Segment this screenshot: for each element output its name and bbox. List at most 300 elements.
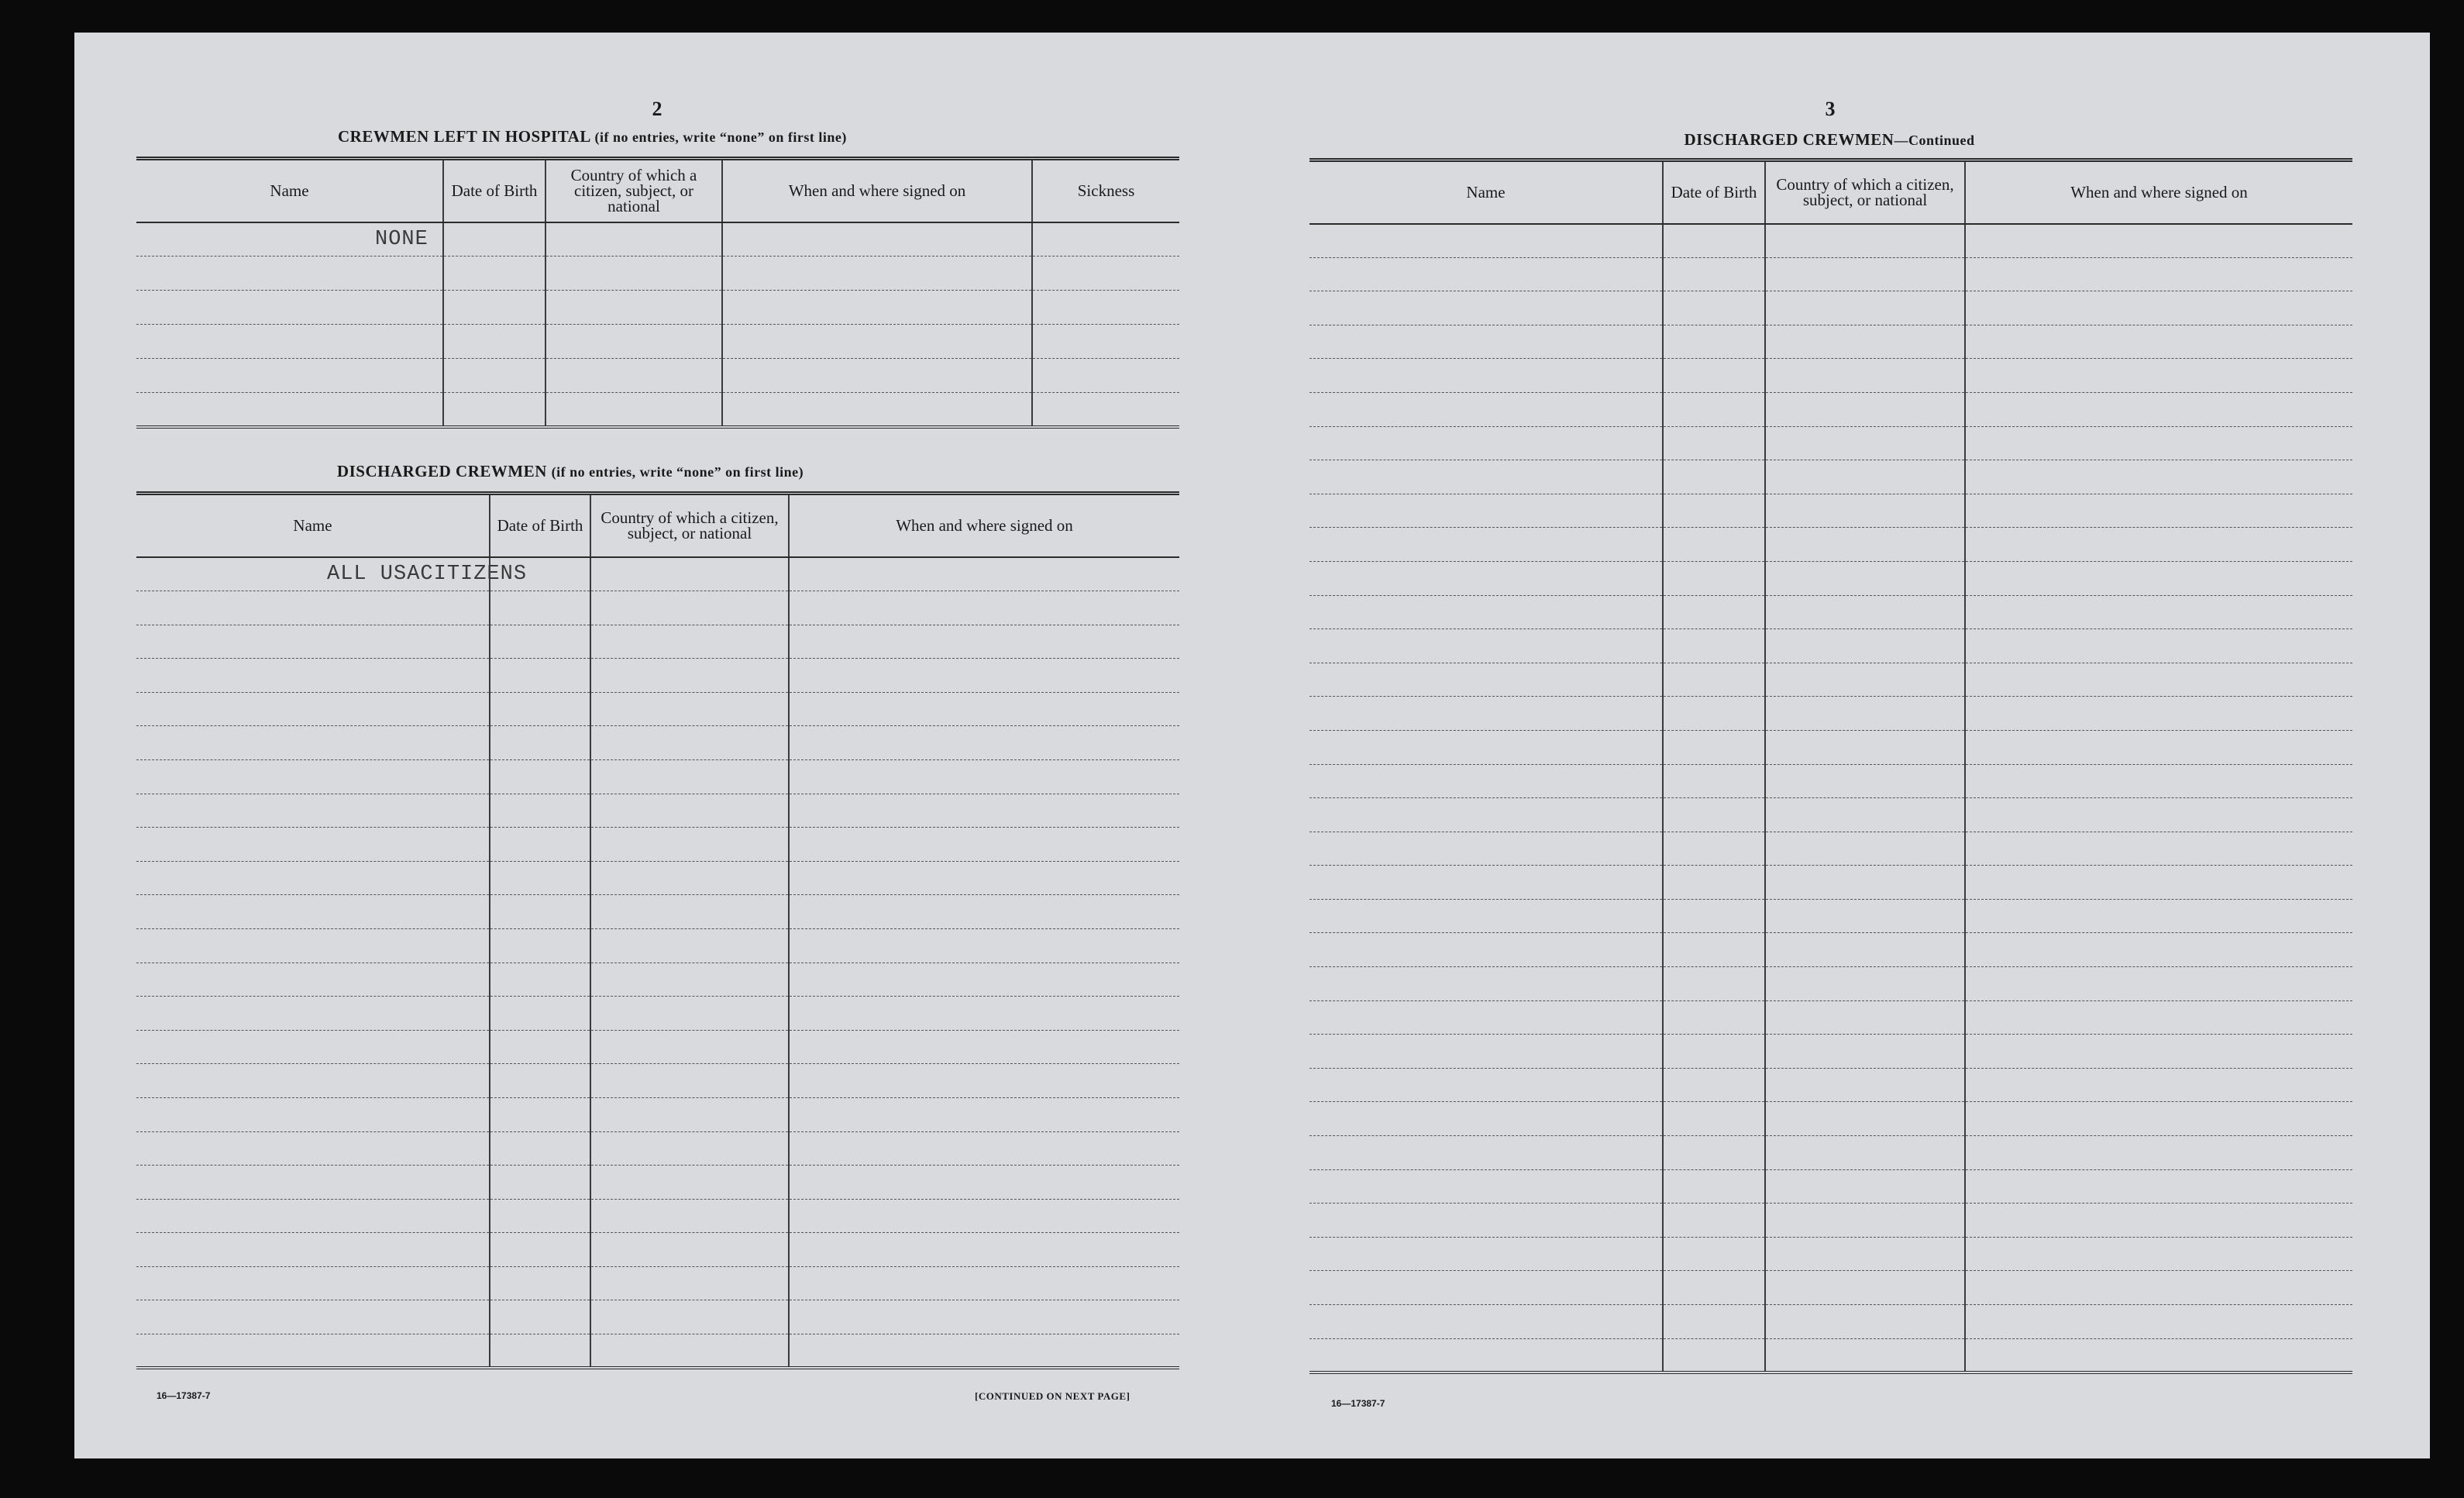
discharged-cell bbox=[490, 963, 590, 997]
discharged-row bbox=[136, 895, 1179, 929]
discharged-row bbox=[136, 1199, 1179, 1233]
discharged-cell bbox=[789, 1334, 1179, 1369]
continued-cell bbox=[1663, 798, 1765, 832]
continued-cell bbox=[1309, 257, 1663, 291]
hospital-instruction: (if no entries, write “none” on first line) bbox=[594, 129, 847, 145]
continued-row bbox=[1309, 392, 2352, 426]
discharged-section-title bbox=[322, 462, 818, 481]
discharged-col-name: Name bbox=[136, 494, 490, 557]
continued-cell bbox=[1663, 1271, 1765, 1305]
discharged-cell bbox=[136, 659, 490, 693]
continued-cell bbox=[1663, 1338, 1765, 1372]
discharged-cell bbox=[136, 591, 490, 625]
left-page-number: 2 bbox=[652, 98, 662, 120]
continued-row bbox=[1309, 359, 2352, 393]
continued-row bbox=[1309, 494, 2352, 528]
continued-cell bbox=[1765, 494, 1965, 528]
continued-cell bbox=[1663, 426, 1765, 460]
continued-row bbox=[1309, 595, 2352, 629]
discharged-row bbox=[136, 1233, 1179, 1267]
discharged-cell bbox=[789, 1266, 1179, 1300]
hospital-entry-none: NONE bbox=[375, 227, 428, 251]
discharged-row bbox=[136, 1166, 1179, 1200]
continued-cell bbox=[1663, 866, 1765, 900]
discharged-col-dob: Date of Birth bbox=[490, 494, 590, 557]
continued-cell bbox=[1309, 663, 1663, 697]
continued-row bbox=[1309, 257, 2352, 291]
continued-suffix: —Continued bbox=[1894, 133, 1975, 148]
discharged-cell bbox=[136, 1166, 490, 1200]
discharged-cell bbox=[590, 1131, 789, 1166]
continued-cell bbox=[1309, 697, 1663, 731]
discharged-cell bbox=[789, 1131, 1179, 1166]
continued-cell bbox=[1765, 866, 1965, 900]
continued-cell bbox=[1765, 1204, 1965, 1238]
continued-cell bbox=[1309, 1271, 1663, 1305]
continued-cell bbox=[1965, 866, 2352, 900]
continued-cell bbox=[1663, 595, 1765, 629]
continued-cell bbox=[1309, 325, 1663, 359]
continued-row bbox=[1309, 426, 2352, 460]
hospital-cell bbox=[443, 222, 545, 257]
continued-cell bbox=[1309, 1338, 1663, 1372]
continued-cell bbox=[1309, 561, 1663, 595]
hospital-col-country: Country of which a citizen, subject, or national bbox=[545, 159, 722, 222]
discharged-cell bbox=[136, 963, 490, 997]
discharged-row bbox=[136, 759, 1179, 794]
discharged-cell bbox=[136, 625, 490, 659]
continued-row bbox=[1309, 629, 2352, 663]
continued-cell bbox=[1765, 1338, 1965, 1372]
continued-cell bbox=[1663, 257, 1765, 291]
continued-cell bbox=[1309, 967, 1663, 1001]
continued-cell bbox=[1309, 224, 1663, 258]
discharged-row bbox=[136, 997, 1179, 1031]
continued-cell bbox=[1663, 1169, 1765, 1204]
continued-cell bbox=[1309, 528, 1663, 562]
discharged-cell bbox=[789, 1064, 1179, 1098]
continued-cell bbox=[1965, 1102, 2352, 1136]
continued-cell bbox=[1663, 392, 1765, 426]
discharged-cell bbox=[590, 794, 789, 828]
discharged-cell bbox=[590, 1334, 789, 1369]
hospital-col-name: Name bbox=[136, 159, 443, 222]
continued-cell bbox=[1765, 899, 1965, 933]
discharged-row bbox=[136, 1064, 1179, 1098]
discharged-cell bbox=[789, 1030, 1179, 1064]
continued-row bbox=[1309, 291, 2352, 325]
discharged-cell bbox=[490, 1030, 590, 1064]
discharged-cell bbox=[590, 759, 789, 794]
continued-cell bbox=[1663, 359, 1765, 393]
discharged-cell bbox=[490, 1166, 590, 1200]
continued-cell bbox=[1663, 224, 1765, 258]
continued-cell bbox=[1765, 561, 1965, 595]
discharged-row bbox=[136, 794, 1179, 828]
continued-cell bbox=[1765, 730, 1965, 764]
continued-cell bbox=[1965, 730, 2352, 764]
discharged-cell bbox=[789, 1199, 1179, 1233]
discharged-cell bbox=[590, 1064, 789, 1098]
discharged-cell bbox=[136, 759, 490, 794]
discharged-row bbox=[136, 1334, 1179, 1369]
continued-cell bbox=[1965, 1035, 2352, 1069]
hospital-cell bbox=[136, 222, 443, 257]
hospital-cell bbox=[722, 222, 1032, 257]
continued-cell bbox=[1765, 1136, 1965, 1170]
discharged-row bbox=[136, 963, 1179, 997]
discharged-cell bbox=[136, 1131, 490, 1166]
continued-cell bbox=[1765, 1102, 1965, 1136]
hospital-cell bbox=[1032, 222, 1179, 257]
discharged-cell bbox=[590, 1199, 789, 1233]
discharged-cell bbox=[789, 1233, 1179, 1267]
continued-cell bbox=[1765, 1237, 1965, 1271]
discharged-cell bbox=[490, 625, 590, 659]
discharged-row bbox=[136, 1300, 1179, 1334]
continued-row bbox=[1309, 697, 2352, 731]
discharged-row bbox=[136, 557, 1179, 591]
discharged-cell bbox=[789, 659, 1179, 693]
hospital-row bbox=[136, 393, 1179, 427]
discharged-cell bbox=[490, 828, 590, 862]
continued-cell bbox=[1965, 257, 2352, 291]
continued-cell bbox=[1663, 1035, 1765, 1069]
continued-cell bbox=[1663, 697, 1765, 731]
continued-cell bbox=[1965, 426, 2352, 460]
discharged-cell bbox=[590, 1266, 789, 1300]
discharged-cell bbox=[789, 1300, 1179, 1334]
continued-cell bbox=[1309, 392, 1663, 426]
continued-cell bbox=[1965, 291, 2352, 325]
discharged-row bbox=[136, 1266, 1179, 1300]
continued-cell bbox=[1765, 291, 1965, 325]
discharged-row bbox=[136, 659, 1179, 693]
discharged-cell bbox=[590, 591, 789, 625]
continued-cell bbox=[1663, 1000, 1765, 1035]
hospital-table bbox=[136, 157, 1179, 429]
discharged-cell bbox=[490, 1199, 590, 1233]
discharged-cell bbox=[490, 659, 590, 693]
discharged-cell bbox=[789, 625, 1179, 659]
continued-cell bbox=[1309, 899, 1663, 933]
continued-cell bbox=[1309, 730, 1663, 764]
continued-cell bbox=[1309, 866, 1663, 900]
continued-row bbox=[1309, 1136, 2352, 1170]
discharged-cell bbox=[490, 861, 590, 895]
continued-row bbox=[1309, 967, 2352, 1001]
hospital-row bbox=[136, 359, 1179, 393]
continued-cell bbox=[1765, 460, 1965, 494]
discharged-cell bbox=[789, 997, 1179, 1031]
discharged-cell bbox=[590, 1300, 789, 1334]
continued-cell bbox=[1663, 629, 1765, 663]
discharged-cell bbox=[789, 726, 1179, 760]
discharged-cell bbox=[490, 1064, 590, 1098]
continued-cell bbox=[1765, 528, 1965, 562]
continued-cell bbox=[1765, 426, 1965, 460]
discharged-row bbox=[136, 828, 1179, 862]
continued-cell bbox=[1309, 291, 1663, 325]
continued-cell bbox=[1965, 967, 2352, 1001]
hospital-row bbox=[136, 291, 1179, 325]
hospital-row bbox=[136, 222, 1179, 257]
discharged-cell bbox=[789, 963, 1179, 997]
continued-row bbox=[1309, 1305, 2352, 1339]
discharged-cell bbox=[590, 1166, 789, 1200]
continued-cell bbox=[1309, 764, 1663, 798]
discharged-cell bbox=[590, 928, 789, 963]
continued-cell bbox=[1965, 1204, 2352, 1238]
left-form-number: 16—17387-7 bbox=[157, 1390, 211, 1401]
hospital-section-title bbox=[338, 127, 847, 146]
discharged-col-signed: When and where signed on bbox=[789, 494, 1179, 557]
continued-row bbox=[1309, 899, 2352, 933]
discharged-cell bbox=[490, 928, 590, 963]
continued-row bbox=[1309, 663, 2352, 697]
continued-cell bbox=[1765, 798, 1965, 832]
discharged-cell bbox=[789, 928, 1179, 963]
discharged-cell bbox=[136, 1064, 490, 1098]
discharged-row bbox=[136, 591, 1179, 625]
discharged-cell bbox=[490, 997, 590, 1031]
discharged-cell bbox=[590, 963, 789, 997]
continued-cell bbox=[1765, 257, 1965, 291]
discharged-cell bbox=[136, 692, 490, 726]
discharged-entry-all-citizens: ALL USACITIZENS bbox=[327, 562, 528, 586]
continued-col-dob: Date of Birth bbox=[1663, 160, 1765, 224]
continued-row bbox=[1309, 325, 2352, 359]
hospital-cell bbox=[545, 222, 722, 257]
discharged-cell bbox=[490, 1300, 590, 1334]
continued-note: [CONTINUED ON NEXT PAGE] bbox=[975, 1390, 1130, 1402]
discharged-cell bbox=[136, 1097, 490, 1131]
continued-row bbox=[1309, 561, 2352, 595]
hospital-col-dob: Date of Birth bbox=[443, 159, 545, 222]
continued-cell bbox=[1765, 595, 1965, 629]
continued-cell bbox=[1663, 291, 1765, 325]
continued-cell bbox=[1663, 1305, 1765, 1339]
continued-cell bbox=[1965, 392, 2352, 426]
continued-cell bbox=[1663, 528, 1765, 562]
discharged-row bbox=[136, 928, 1179, 963]
discharged-cell bbox=[590, 1233, 789, 1267]
continued-cell bbox=[1965, 697, 2352, 731]
discharged-row bbox=[136, 1131, 1179, 1166]
hospital-col-signed: When and where signed on bbox=[722, 159, 1032, 222]
discharged-row bbox=[136, 692, 1179, 726]
continued-cell bbox=[1663, 1068, 1765, 1102]
continued-cell bbox=[1309, 359, 1663, 393]
continued-cell bbox=[1663, 494, 1765, 528]
continued-cell bbox=[1309, 1068, 1663, 1102]
discharged-cell bbox=[136, 1233, 490, 1267]
continued-cell bbox=[1765, 629, 1965, 663]
discharged-cell bbox=[136, 861, 490, 895]
continued-row bbox=[1309, 224, 2352, 258]
discharged-cell bbox=[590, 997, 789, 1031]
continued-cell bbox=[1965, 764, 2352, 798]
continued-row bbox=[1309, 832, 2352, 866]
discharged-cell bbox=[136, 1030, 490, 1064]
continued-cell bbox=[1965, 1136, 2352, 1170]
hospital-row bbox=[136, 325, 1179, 359]
continued-col-country: Country of which a citizen, subject, or national bbox=[1765, 160, 1965, 224]
continued-cell bbox=[1309, 1204, 1663, 1238]
discharged-cell bbox=[136, 557, 528, 591]
continued-cell bbox=[1765, 224, 1965, 258]
discharged-cell bbox=[136, 1300, 490, 1334]
continued-cell bbox=[1309, 832, 1663, 866]
continued-cell bbox=[1965, 359, 2352, 393]
continued-col-name: Name bbox=[1309, 160, 1663, 224]
continued-cell bbox=[1765, 359, 1965, 393]
continued-cell bbox=[1663, 1102, 1765, 1136]
document-sheet bbox=[74, 33, 2430, 1458]
continued-cell bbox=[1765, 1169, 1965, 1204]
discharged-cell bbox=[590, 625, 789, 659]
discharged-cell bbox=[490, 726, 590, 760]
continued-cell bbox=[1965, 595, 2352, 629]
continued-cell bbox=[1965, 933, 2352, 967]
continued-row bbox=[1309, 1237, 2352, 1271]
continued-cell bbox=[1965, 1068, 2352, 1102]
discharged-cell bbox=[136, 895, 490, 929]
discharged-cell bbox=[490, 895, 590, 929]
continued-cell bbox=[1309, 1237, 1663, 1271]
continued-row bbox=[1309, 730, 2352, 764]
discharged-col-country: Country of which a citizen, subject, or national bbox=[590, 494, 789, 557]
continued-cell bbox=[1309, 1000, 1663, 1035]
continued-cell bbox=[1309, 1305, 1663, 1339]
discharged-cell bbox=[490, 1233, 590, 1267]
discharged-cell bbox=[789, 692, 1179, 726]
continued-row bbox=[1309, 933, 2352, 967]
continued-cell bbox=[1765, 1068, 1965, 1102]
hospital-row bbox=[136, 257, 1179, 291]
discharged-cell bbox=[490, 1131, 590, 1166]
discharged-cell bbox=[789, 794, 1179, 828]
continued-cell bbox=[1663, 460, 1765, 494]
discharged-cell bbox=[789, 591, 1179, 625]
discharged-cell bbox=[136, 997, 490, 1031]
continued-cell bbox=[1663, 663, 1765, 697]
discharged-cell bbox=[136, 794, 490, 828]
continued-row bbox=[1309, 1035, 2352, 1069]
continued-cell bbox=[1309, 798, 1663, 832]
hospital-col-sickness: Sickness bbox=[1032, 159, 1179, 222]
continued-cell bbox=[1765, 832, 1965, 866]
continued-cell bbox=[1765, 697, 1965, 731]
continued-cell bbox=[1663, 1204, 1765, 1238]
continued-cell bbox=[1965, 1338, 2352, 1372]
discharged-cell bbox=[590, 659, 789, 693]
discharged-table bbox=[136, 491, 1179, 1369]
right-form-number: 16—17387-7 bbox=[1331, 1398, 1385, 1409]
discharged-cell bbox=[136, 1199, 490, 1233]
continued-cell bbox=[1663, 933, 1765, 967]
continued-row bbox=[1309, 866, 2352, 900]
continued-cell bbox=[1309, 494, 1663, 528]
continued-col-signed: When and where signed on bbox=[1965, 160, 2352, 224]
discharged-cell bbox=[136, 828, 490, 862]
discharged-cell bbox=[789, 828, 1179, 862]
continued-cell bbox=[1965, 224, 2352, 258]
continued-cell bbox=[1309, 426, 1663, 460]
continued-cell bbox=[1965, 1169, 2352, 1204]
continued-cell bbox=[1965, 798, 2352, 832]
right-page-number: 3 bbox=[1825, 98, 1836, 120]
continued-row bbox=[1309, 764, 2352, 798]
continued-cell bbox=[1663, 764, 1765, 798]
continued-cell bbox=[1309, 933, 1663, 967]
continued-cell bbox=[1765, 1305, 1965, 1339]
discharged-cell bbox=[490, 759, 590, 794]
continued-cell bbox=[1765, 967, 1965, 1001]
discharged-cell bbox=[590, 692, 789, 726]
discharged-cell bbox=[490, 794, 590, 828]
continued-cell bbox=[1309, 1102, 1663, 1136]
discharged-cell bbox=[136, 726, 490, 760]
continued-row bbox=[1309, 1169, 2352, 1204]
continued-cell bbox=[1663, 899, 1765, 933]
discharged-cell bbox=[590, 861, 789, 895]
continued-cell bbox=[1309, 1169, 1663, 1204]
discharged-continued-title-text: DISCHARGED CREWMEN bbox=[1684, 130, 1894, 149]
continued-cell bbox=[1765, 764, 1965, 798]
discharged-cell bbox=[136, 1266, 490, 1300]
discharged-cell bbox=[789, 1097, 1179, 1131]
continued-cell bbox=[1309, 1136, 1663, 1170]
continued-cell bbox=[1965, 832, 2352, 866]
continued-cell bbox=[1663, 832, 1765, 866]
discharged-row bbox=[136, 1097, 1179, 1131]
continued-cell bbox=[1765, 1035, 1965, 1069]
continued-cell bbox=[1765, 933, 1965, 967]
continued-row bbox=[1309, 1204, 2352, 1238]
continued-row bbox=[1309, 1102, 2352, 1136]
continued-row bbox=[1309, 1338, 2352, 1372]
discharged-cell bbox=[590, 1030, 789, 1064]
discharged-cell bbox=[490, 1097, 590, 1131]
continued-row bbox=[1309, 460, 2352, 494]
discharged-cell bbox=[789, 861, 1179, 895]
continued-cell bbox=[1965, 528, 2352, 562]
discharged-instruction: (if no entries, write “none” on first line) bbox=[551, 464, 804, 480]
continued-cell bbox=[1663, 730, 1765, 764]
discharged-cell bbox=[789, 759, 1179, 794]
discharged-row bbox=[136, 861, 1179, 895]
discharged-continued-title bbox=[1640, 130, 2019, 150]
discharged-cell bbox=[590, 828, 789, 862]
discharged-cell bbox=[136, 928, 490, 963]
hospital-title-text: CREWMEN LEFT IN HOSPITAL bbox=[338, 127, 590, 146]
continued-cell bbox=[1663, 967, 1765, 1001]
continued-cell bbox=[1965, 663, 2352, 697]
discharged-cell bbox=[490, 591, 590, 625]
discharged-cell bbox=[789, 895, 1179, 929]
continued-row bbox=[1309, 1068, 2352, 1102]
continued-cell bbox=[1765, 325, 1965, 359]
continued-cell bbox=[1765, 392, 1965, 426]
discharged-row bbox=[136, 726, 1179, 760]
discharged-row bbox=[136, 625, 1179, 659]
discharged-cell bbox=[590, 895, 789, 929]
discharged-cell bbox=[490, 1334, 590, 1369]
continued-row bbox=[1309, 1000, 2352, 1035]
continued-cell bbox=[1965, 1237, 2352, 1271]
continued-cell bbox=[1765, 1271, 1965, 1305]
